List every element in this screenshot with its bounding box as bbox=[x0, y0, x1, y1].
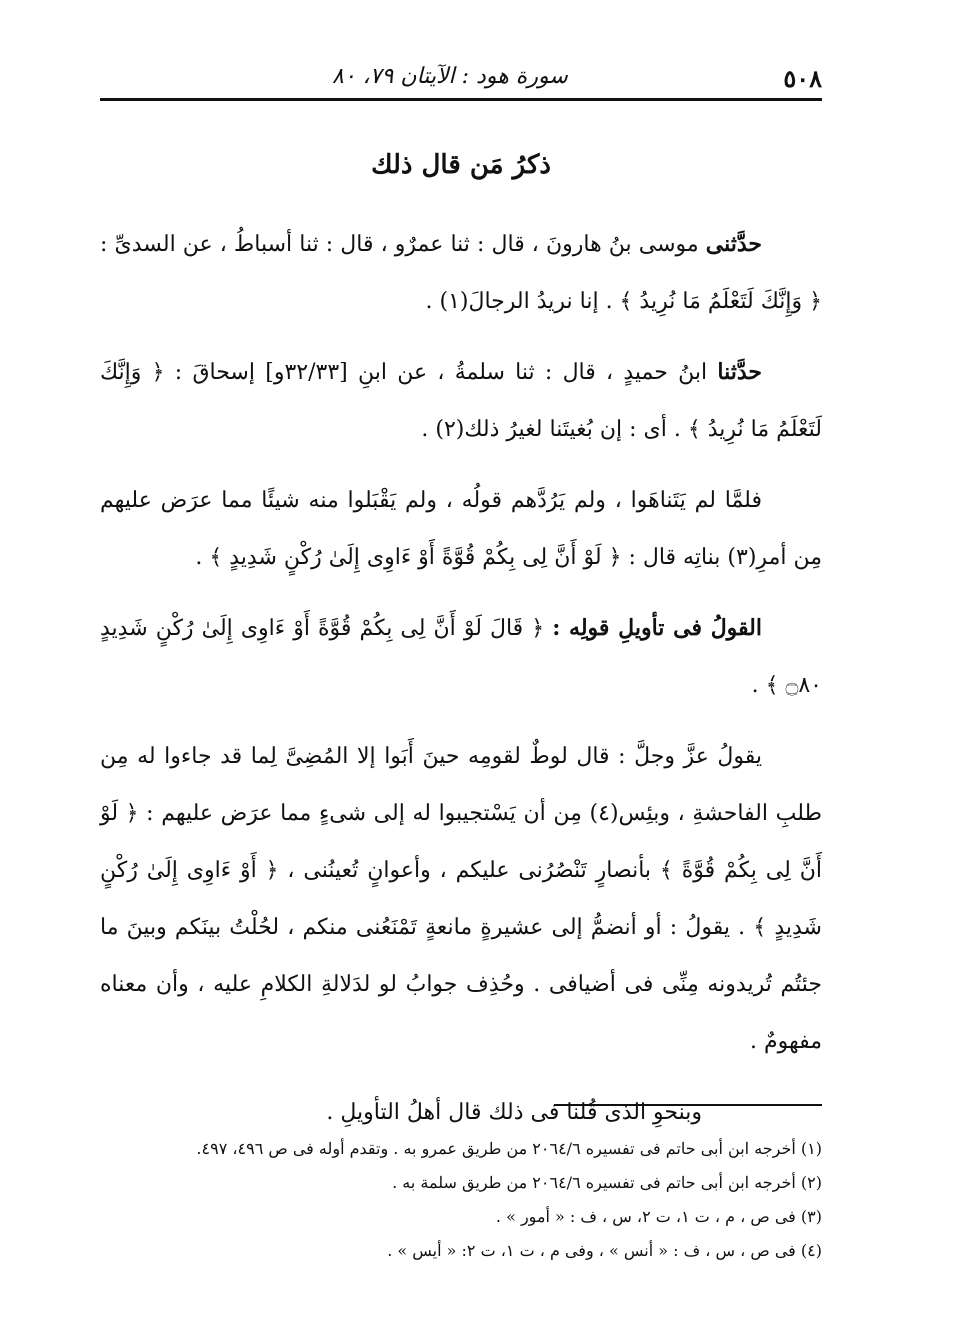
page-number: ٥٠٨ bbox=[783, 64, 822, 93]
paragraph-text: ﴿ قَالَ لَوْ أَنَّ لِى بِكُمْ قُوَّةً أَوْ ءَاوِى إِلَىٰ رُكْنٍ شَدِيدٍ ۝٨٠ ﴾ . bbox=[100, 616, 822, 698]
paragraph-text: موسى بنُ هارونَ ، قال : ثنا عمرٌو ، قال : ثنا أسباطُ ، عن السدىِّ : ﴿ وَإِنَّكَ لَتَعْلَمُ مَا نُرِيدُ ﴾ . إنا نريدُ الرجالَ(١) . bbox=[100, 232, 822, 314]
footnote-4: (٤) فى ص ، س ، ف : « أنس » ، وفى م ، ت ١، ت ٢: « أيس » . bbox=[387, 1241, 822, 1260]
paragraph-text: وبنحوِ الذى قُلنا فى ذلك قال أهلُ التأويلِ . bbox=[326, 1100, 702, 1125]
footnote-rule bbox=[554, 1104, 822, 1106]
paragraph-1 bbox=[100, 216, 822, 330]
paragraph-lead: حدَّثنا bbox=[717, 359, 762, 385]
header-rule bbox=[100, 98, 822, 101]
paragraph-5 bbox=[100, 728, 822, 1070]
paragraph-text: فلمَّا لم يَتَناهَوا ، ولم يَرُدَّهم قولُه ، ولم يَقْبَلوا منه شيئًا مما عرَض عليهم مِن أمرِ(٣) بناتِه قال : ﴿ لَوْ أَنَّ لِى بِكُمْ قُوَّةً أَوْ ءَاوِى إِلَىٰ رُكْنٍ شَدِيدٍ ﴾ . bbox=[100, 488, 822, 570]
section-heading: ذكرُ مَن قال ذلك bbox=[371, 150, 551, 180]
body-text bbox=[100, 216, 822, 1155]
paragraph-text: ابنُ حميدٍ ، قال : ثنا سلمةُ ، عن ابنِ [٣٢/٣٣و] إسحاقَ : ﴿ وَإِنَّكَ لَتَعْلَمُ مَا نُرِيدُ ﴾ . أى : إن بُغيتَنا لغيرُ ذلك(٢) . bbox=[100, 360, 822, 442]
paragraph-lead: حدَّثنى bbox=[705, 231, 762, 257]
footnote-list bbox=[100, 1132, 822, 1268]
paragraph-text: يقولُ عزَّ وجلَّ : قال لوطٌ لقومِه حينَ أَبَوا إلا المُضِىَّ لِما قد جاءوا له مِن طلبِ الفاحشةِ ، وبئِس(٤) مِن أن يَسْتجيبوا له إلى شىءٍ مما عرَض عليهم : ﴿ لَوْ أَنَّ لِى بِكُمْ قُوَّةً ﴾ بأنصارٍ تَنْصُرُنى عليكم ، وأعوانٍ تُعينُنى ، ﴿ أَوْ ءَاوِى إِلَىٰ رُكْنٍ شَدِيدٍ ﴾ . يقولُ : أو أنضمُّ إلى عشيرةٍ مانعةٍ تَمْنَعُنى منكم ، لحُلْتُ بينَكم وبينَ ما جئتُم تُريدونه مِنِّى فى أضيافى . وحُذِف جوابُ لو لدَلالةِ الكلامِ عليه ، وأن معناه مفهومٌ . bbox=[100, 744, 822, 1054]
running-header bbox=[100, 58, 822, 98]
paragraph-2 bbox=[100, 344, 822, 458]
paragraph-lead: القولُ فى تأويلِ قولِه : bbox=[552, 615, 762, 641]
paragraph-3 bbox=[100, 472, 822, 586]
footnote-2: (٢) أخرجه ابن أبى حاتم فى تفسيره ٢٠٦٤/٦ من طريق سلمة به . bbox=[392, 1173, 822, 1192]
book-page bbox=[100, 40, 822, 1300]
footnote-3: (٣) فى ص ، م ، ت ١، ت ٢، س ، ف : « أمور » . bbox=[495, 1207, 822, 1226]
running-title: سورة هود : الآيتان ٧٩، ٨٠ bbox=[332, 64, 568, 89]
paragraph-4 bbox=[100, 600, 822, 714]
footnote-1: (١) أخرجه ابن أبى حاتم فى تفسيره ٢٠٦٤/٦ من طريق عمرو به . وتقدم أوله فى ص ٤٩٦، ٤٩٧. bbox=[196, 1139, 822, 1158]
